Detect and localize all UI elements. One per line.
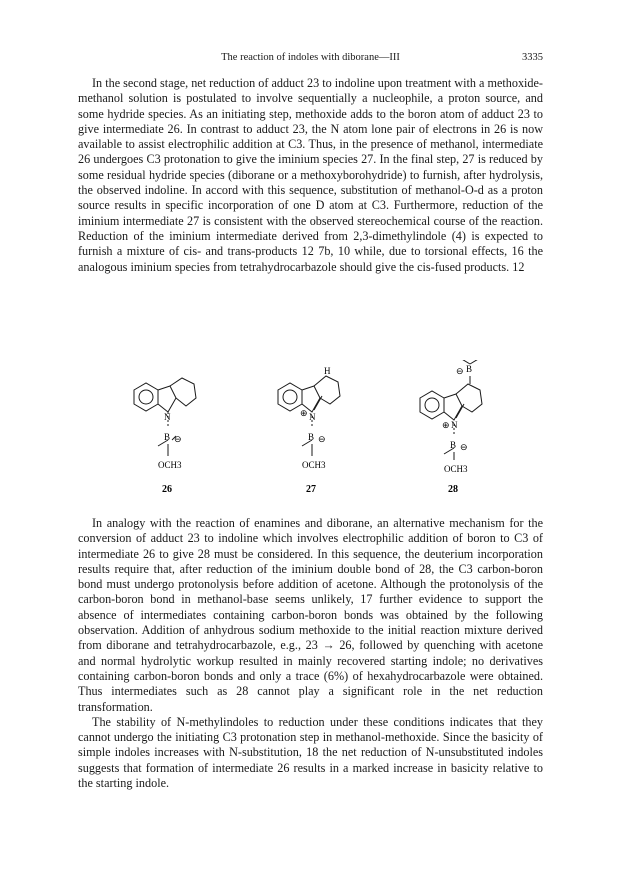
atom-n-28: N xyxy=(451,420,458,430)
page-number: 3335 xyxy=(522,52,543,63)
paragraph-1 xyxy=(78,76,543,275)
paragraphs-lower xyxy=(78,516,543,791)
atom-b-26: B xyxy=(164,432,171,442)
running-title: The reaction of indoles with diborane—III xyxy=(221,52,400,63)
atom-b-28: B xyxy=(450,440,457,450)
och3-28: OCH3 xyxy=(444,464,468,474)
och3-26: OCH3 xyxy=(158,460,182,470)
structures-svg xyxy=(120,360,520,500)
label-26: 26 xyxy=(162,484,172,495)
atom-h-27: H xyxy=(324,366,331,376)
atom-n-26: N xyxy=(164,412,171,422)
minus-26: ⊖ xyxy=(174,434,182,444)
atom-b-28-top: B xyxy=(466,364,473,374)
paragraph-2-text: In analogy with the reaction of enamines and diborane, an alternative mechanism for the conversion of adduct 23 to indoline which involves electrophilic addition of boron to C3 of intermediate 26 to give 28 must be considered. In this sequence, the deuterium incorporation results require that, after reduction of the iminium double bond of 28, the C3 carbon-boron bond must undergo protonolysis before addition of acetone. Although the protonolysis of the carbon-boron bond in methanol-base seems unlikely, 17 further evidence to support the absence of intermediates containing carbon-boron bonds was obtained by the following observation. Addition of anhydrous sodium methoxide to the initial reaction mixture derived from diborane and tetrahydrocarbazole, e.g., 23 → 26, followed by quenching with acetone and normal hydrolytic workup resulted in mainly recovered starting indole; no derivatives containing carbon-boron bonds and only a trace (6%) of hexahydrocarbazole were obtained. Thus intermediates such as 28 cannot play a significant role in the net reduction transformation. xyxy=(78,516,543,714)
atom-b-27: B xyxy=(308,432,315,442)
plus-28: ⊕ xyxy=(442,420,450,430)
minus-28-top: ⊖ xyxy=(456,366,464,376)
paragraph-1-text: In the second stage, net reduction of adduct 23 to indoline upon treatment with a methoxide-methanol solution is postulated to involve sequentially a nucleophile, a proton source, and some hydride species. As an initiating step, methoxide adds to the boron atom of adduct 23 to give intermediate 26. In contrast to adduct 23, the N atom lone pair of electrons in 26 is now available to assist electrophilic addition at C3. Thus, in the presence of methanol, intermediate 26 undergoes C3 protonation to give the iminium species 27. In the final step, 27 is reduced by some residual hydride species (diborane or a methoxyborohydride) to furnish, after hydrolysis, the observed indoline. In accord with this sequence, substitution of methanol-O-d as a proton source results in specific incorporation of one D atom at C3. Furthermore, reduction of the iminium intermediate 27 is consistent with the observed stereochemical course of the reaction. Reduction of the iminium intermediate derived from 2,3-dimethylindole (4) is expected to furnish a mixture of cis- and trans-products 12 7b, 10 while, due to torsional effects, 16 the analogous iminium species from tetrahydrocarbazole should give the cis-fused products. 12 xyxy=(78,76,543,274)
minus-28: ⊖ xyxy=(460,442,468,452)
paragraph-3-text: The stability of N-methylindoles to reduction under these conditions indicates that they cannot undergo the initiating C3 protonation step in methanol-methoxide. Since the basicity of simple indoles increases with N-substitution, 18 the net reduction of N-unsubstituted indoles suggests that formation of intermediate 26 results in a marked increase in basicity relative to the starting indole. xyxy=(78,714,543,791)
minus-27: ⊖ xyxy=(318,434,326,444)
plus-27: ⊕ xyxy=(300,408,308,418)
running-header xyxy=(78,52,543,68)
label-28: 28 xyxy=(448,484,458,495)
label-27: 27 xyxy=(306,484,316,495)
och3-27: OCH3 xyxy=(302,460,326,470)
chemical-structures-figure xyxy=(120,360,520,500)
atom-n-27: N xyxy=(309,412,316,422)
